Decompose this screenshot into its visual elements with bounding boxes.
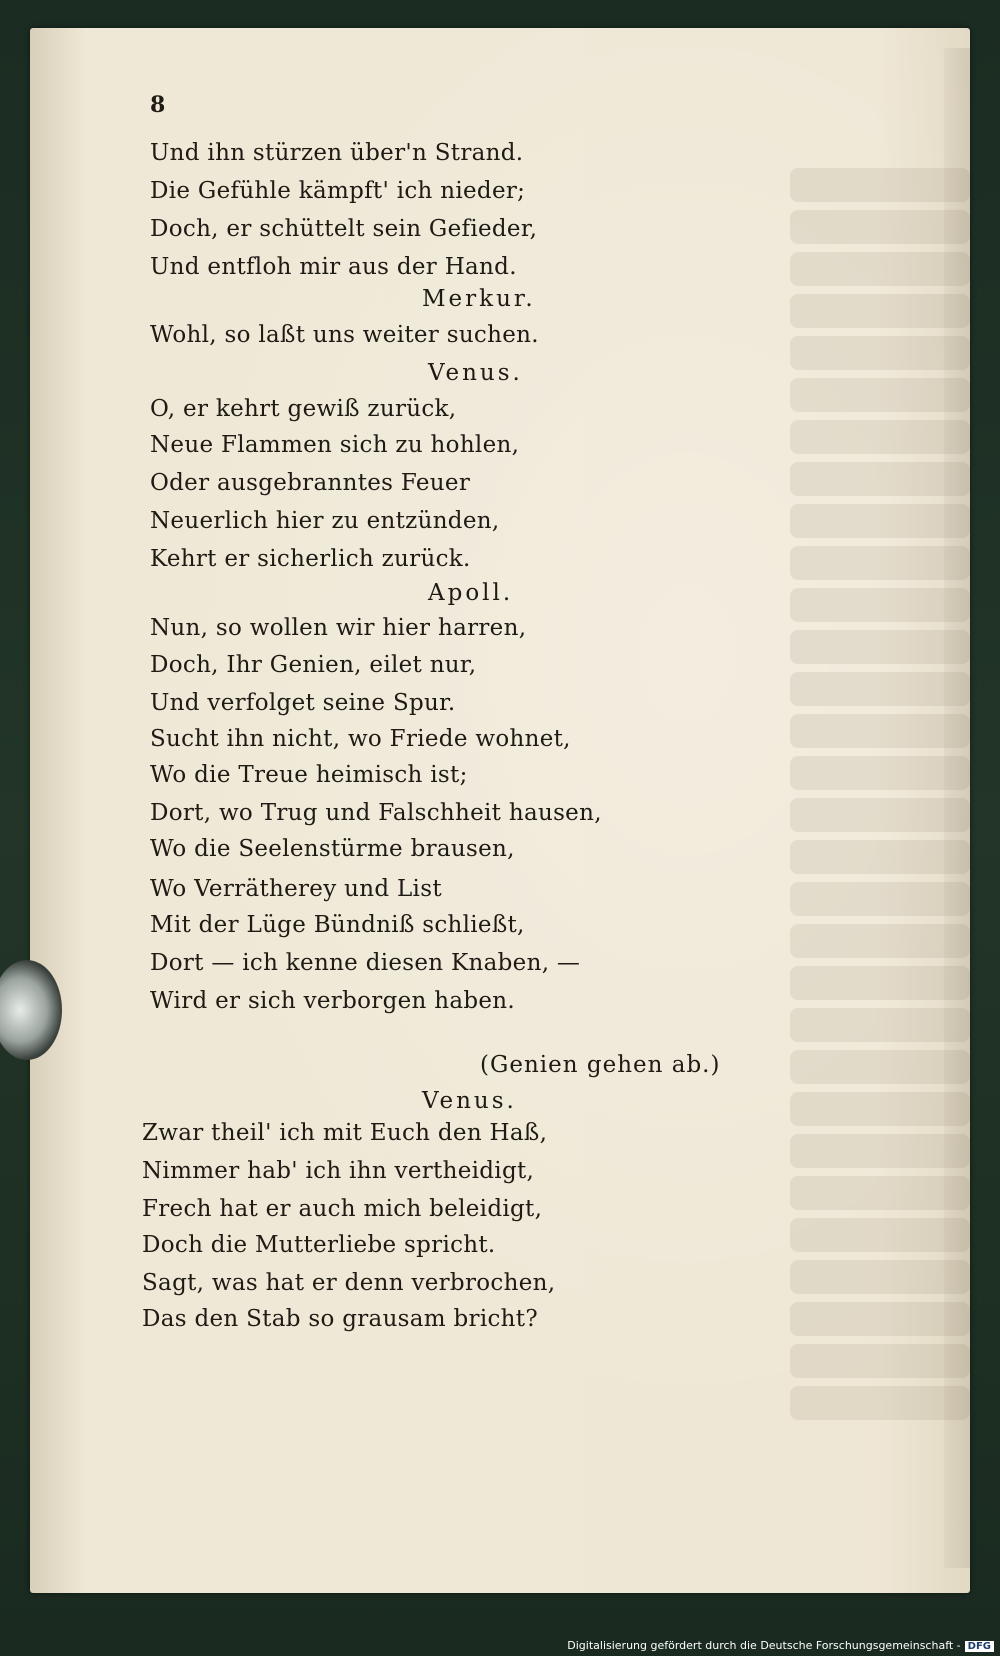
verse-line: Wo die Treue heimisch ist; (150, 762, 468, 788)
verse-line: Mit der Lüge Bündniß schließt, (150, 912, 525, 938)
verse-line: Nun, so wollen wir hier harren, (150, 615, 527, 641)
verse-line: Neuerlich hier zu entzünden, (150, 508, 500, 534)
verse-line: Dort — ich kenne diesen Knaben, — (150, 950, 581, 976)
speaker-name: Venus. (422, 1088, 517, 1114)
verse-line: Neue Flammen sich zu hohlen, (150, 432, 520, 458)
page-number: 8 (150, 92, 166, 118)
verse-line: Die Gefühle kämpft' ich nieder; (150, 178, 526, 204)
verse-line: Wohl, so laßt uns weiter suchen. (150, 322, 539, 348)
stage-direction: (Genien gehen ab.) (480, 1052, 721, 1078)
verse-line: Und ihn stürzen über'n Strand. (150, 140, 524, 166)
verse-line: Wo die Seelenstürme brausen, (150, 836, 515, 862)
verse-line: Dort, wo Trug und Falschheit hausen, (150, 800, 602, 826)
dfg-logo: DFG (965, 1641, 994, 1652)
verse-line: Doch, Ihr Genien, eilet nur, (150, 652, 477, 678)
verse-line: Wo Verrätherey und List (150, 876, 442, 902)
verse-line: Kehrt er sicherlich zurück. (150, 546, 471, 572)
verse-line: O, er kehrt gewiß zurück, (150, 396, 457, 422)
verse-line: Sucht ihn nicht, wo Friede wohnet, (150, 726, 571, 752)
credit-text: Digitalisierung gefördert durch die Deutsche Forschungsgemeinschaft - (567, 1639, 961, 1652)
verse-line: Und entfloh mir aus der Hand. (150, 254, 517, 280)
speaker-name: Merkur. (422, 286, 536, 312)
show-through-text (790, 168, 970, 1468)
verse-line: Nimmer hab' ich ihn vertheidigt, (142, 1158, 535, 1184)
verse-line: Sagt, was hat er denn verbrochen, (142, 1270, 556, 1296)
speaker-name: Venus. (428, 360, 523, 386)
verse-line: Frech hat er auch mich beleidigt, (142, 1196, 543, 1222)
digitization-credit (567, 1639, 994, 1652)
verse-line: Doch die Mutterliebe spricht. (142, 1232, 496, 1258)
verse-line: Das den Stab so grausam bricht? (142, 1306, 538, 1332)
verse-line: Zwar theil' ich mit Euch den Haß, (142, 1120, 548, 1146)
verse-line: Und verfolget seine Spur. (150, 690, 456, 716)
speaker-name: Apoll. (428, 580, 514, 606)
verse-line: Wird er sich verborgen haben. (150, 988, 516, 1014)
verse-line: Doch, er schüttelt sein Gefieder, (150, 216, 538, 242)
verse-line: Oder ausgebranntes Feuer (150, 470, 471, 496)
